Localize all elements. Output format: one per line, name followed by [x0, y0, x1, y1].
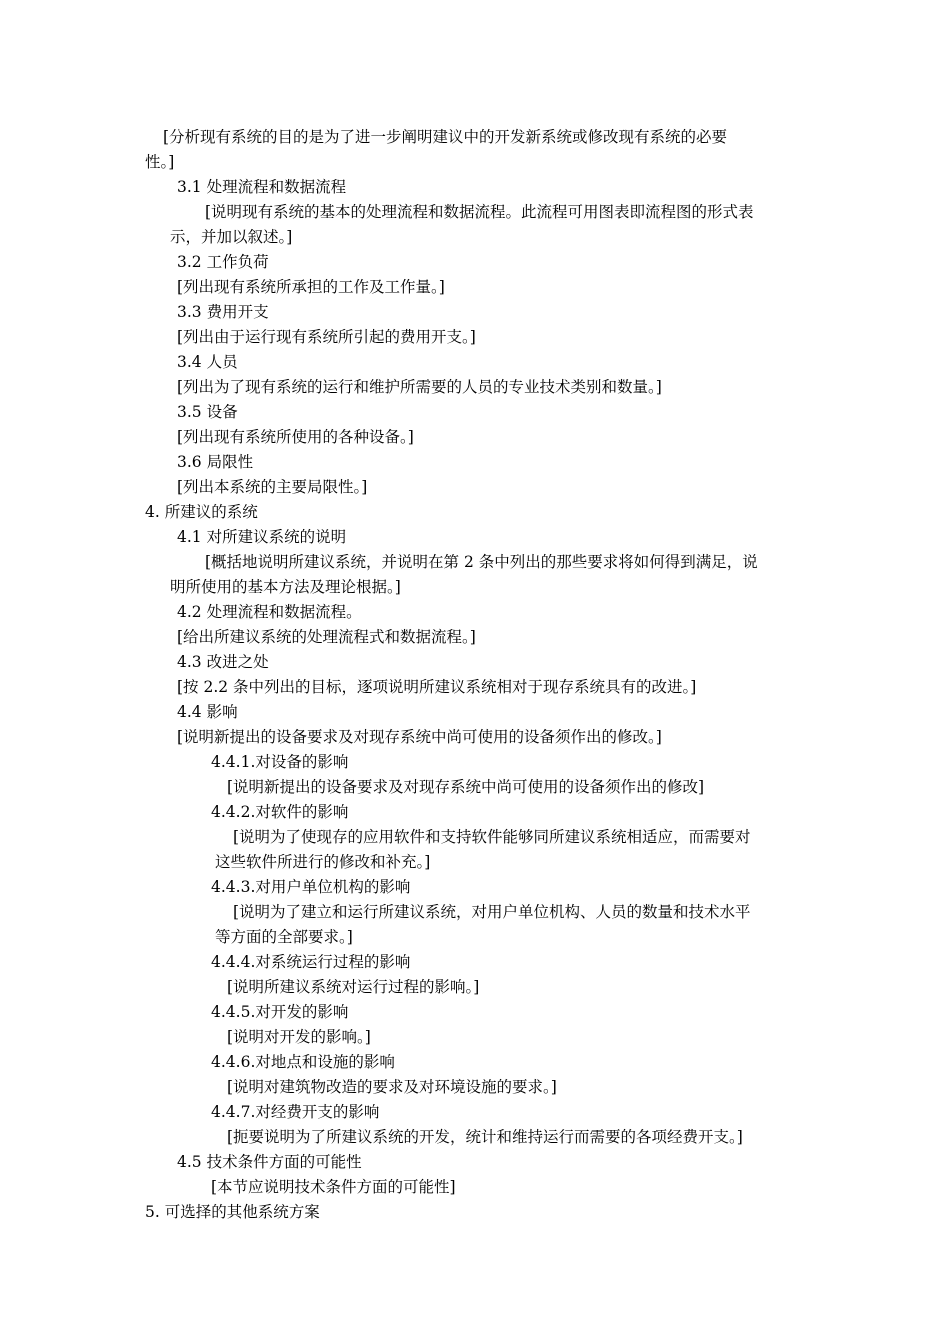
paragraph-3-1-line-2: 示，并加以叙述。]	[170, 228, 293, 246]
heading-4-1: 4.1 对所建议系统的说明	[177, 528, 347, 546]
heading-3-3: 3.3 费用开支	[177, 303, 269, 321]
heading-5: 5. 可选择的其他系统方案	[145, 1203, 320, 1221]
paragraph-3-2: [列出现有系统所承担的工作及工作量。]	[177, 278, 445, 296]
paragraph-3-1-line-1: [说明现有系统的基本的处理流程和数据流程。此流程可用图表即流程图的形式表	[205, 203, 754, 221]
paragraph-4-4-1: [说明新提出的设备要求及对现存系统中尚可使用的设备须作出的修改]	[227, 778, 705, 796]
heading-4-3: 4.3 改进之处	[177, 653, 269, 671]
heading-4-2: 4.2 处理流程和数据流程。	[177, 603, 362, 621]
paragraph-4-4-7: [扼要说明为了所建议系统的开发，统计和维持运行而需要的各项经费开支。]	[227, 1128, 743, 1146]
paragraph-3-4: [列出为了现有系统的运行和维护所需要的人员的专业技术类别和数量。]	[177, 378, 662, 396]
paragraph-4-1-line-1: [概括地说明所建议系统，并说明在第 2 条中列出的那些要求将如何得到满足，说	[205, 553, 758, 571]
paragraph-4-2: [给出所建议系统的处理流程式和数据流程。]	[177, 628, 476, 646]
paragraph-4-4-3-line-2: 等方面的全部要求。]	[215, 928, 353, 946]
paragraph-4-5: [本节应说明技术条件方面的可能性]	[211, 1178, 456, 1196]
heading-4-4-7: 4.4.7.对经费开支的影响	[211, 1103, 380, 1121]
heading-4: 4. 所建议的系统	[145, 503, 258, 521]
heading-4-4-3: 4.4.3.对用户单位机构的影响	[211, 878, 411, 896]
heading-3-5: 3.5 设备	[177, 403, 238, 421]
heading-4-5: 4.5 技术条件方面的可能性	[177, 1153, 362, 1171]
heading-3-2: 3.2 工作负荷	[177, 253, 269, 271]
paragraph-4-1-line-2: 明所使用的基本方法及理论根据。]	[170, 578, 401, 596]
heading-4-4-1: 4.4.1.对设备的影响	[211, 753, 349, 771]
intro-paragraph-line-1: [分析现有系统的目的是为了进一步阐明建议中的开发新系统或修改现有系统的必要	[163, 128, 728, 146]
paragraph-4-3: [按 2.2 条中列出的目标，逐项说明所建议系统相对于现存系统具有的改进。]	[177, 678, 697, 696]
paragraph-3-6: [列出本系统的主要局限性。]	[177, 478, 368, 496]
heading-3-6: 3.6 局限性	[177, 453, 254, 471]
heading-4-4-4: 4.4.4.对系统运行过程的影响	[211, 953, 411, 971]
paragraph-4-4: [说明新提出的设备要求及对现存系统中尚可使用的设备须作出的修改。]	[177, 728, 662, 746]
heading-3-1: 3.1 处理流程和数据流程	[177, 178, 347, 196]
paragraph-4-4-3-line-1: [说明为了建立和运行所建议系统，对用户单位机构、人员的数量和技术水平	[233, 903, 751, 921]
paragraph-4-4-5: [说明对开发的影响。]	[227, 1028, 371, 1046]
heading-3-4: 3.4 人员	[177, 353, 238, 371]
heading-4-4: 4.4 影响	[177, 703, 238, 721]
paragraph-3-3: [列出由于运行现有系统所引起的费用开支。]	[177, 328, 476, 346]
intro-paragraph-line-2: 性。]	[145, 153, 175, 171]
paragraph-4-4-4: [说明所建议系统对运行过程的影响。]	[227, 978, 480, 996]
paragraph-4-4-2-line-1: [说明为了使现存的应用软件和支持软件能够同所建议系统相适应，而需要对	[233, 828, 751, 846]
heading-4-4-2: 4.4.2.对软件的影响	[211, 803, 349, 821]
paragraph-4-4-6: [说明对建筑物改造的要求及对环境设施的要求。]	[227, 1078, 557, 1096]
paragraph-4-4-2-line-2: 这些软件所进行的修改和补充。]	[215, 853, 431, 871]
heading-4-4-5: 4.4.5.对开发的影响	[211, 1003, 349, 1021]
paragraph-3-5: [列出现有系统所使用的各种设备。]	[177, 428, 414, 446]
heading-4-4-6: 4.4.6.对地点和设施的影响	[211, 1053, 395, 1071]
